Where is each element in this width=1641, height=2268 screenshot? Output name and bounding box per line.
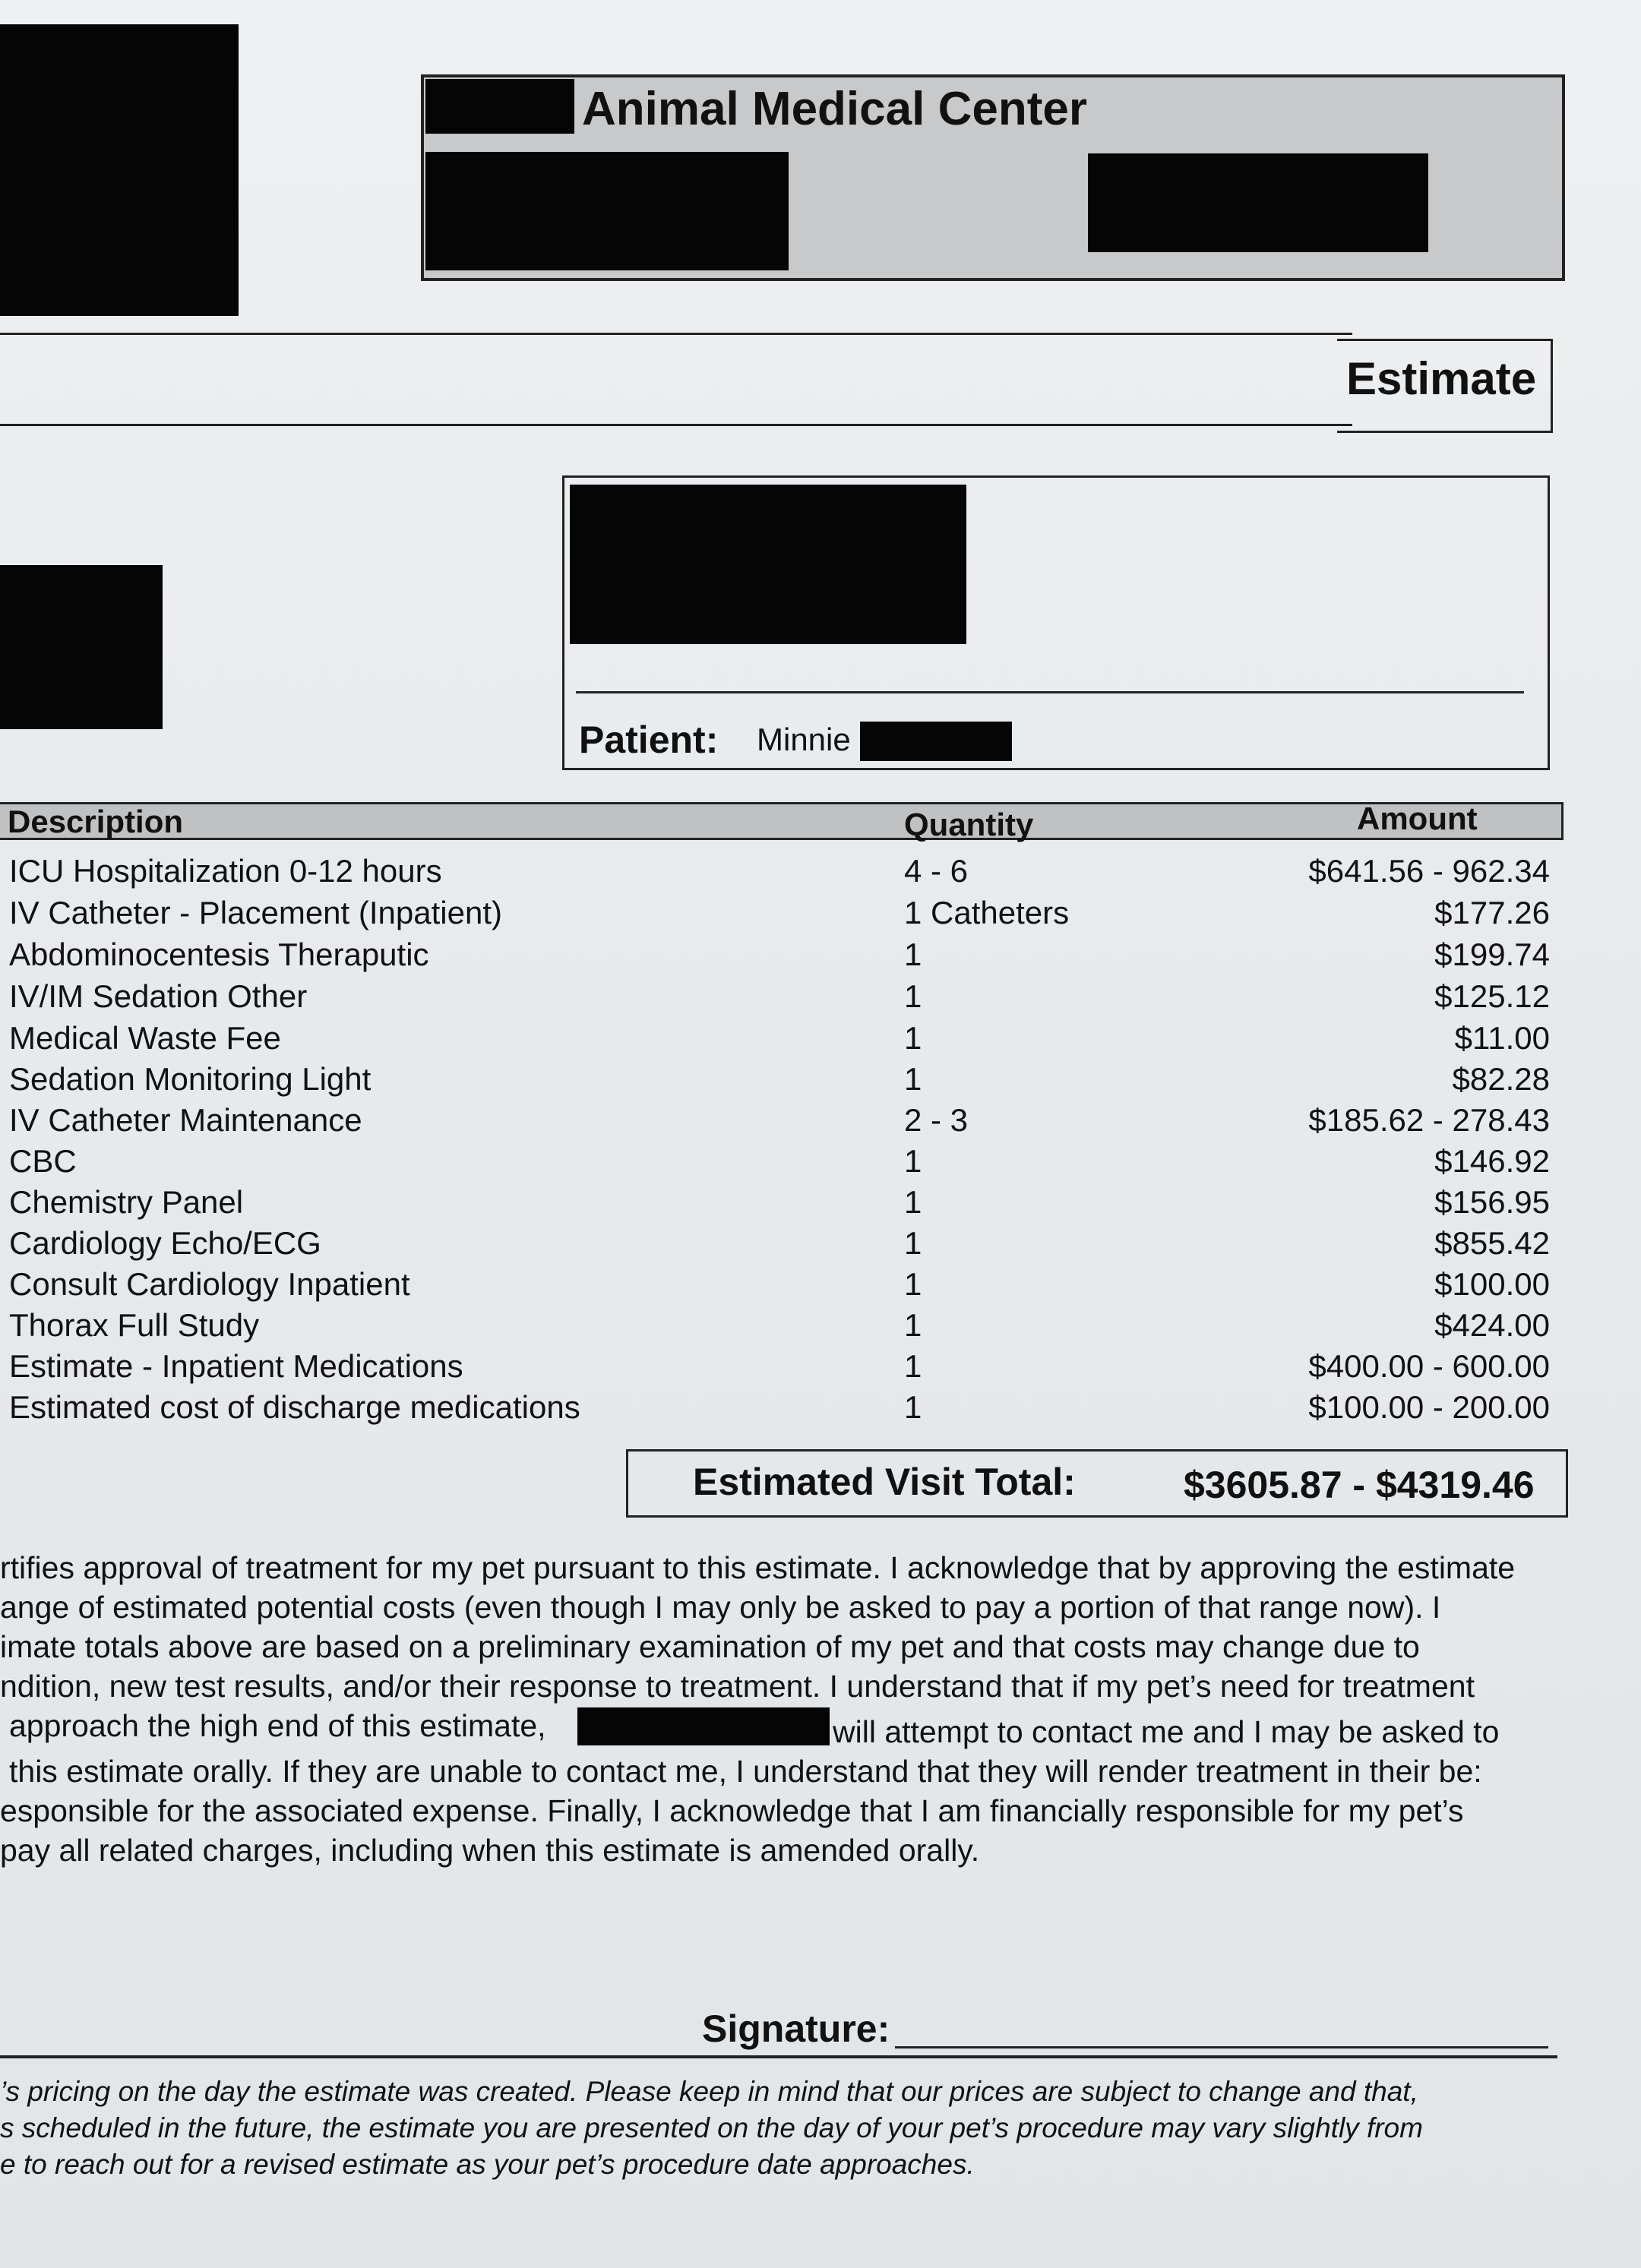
item-description: CBC — [9, 1143, 77, 1179]
item-amount: $156.95 — [1434, 1184, 1550, 1220]
document-title: Estimate — [1346, 353, 1537, 404]
item-description: Estimate - Inpatient Medications — [9, 1348, 463, 1384]
estimate-rule-top — [0, 333, 1352, 335]
column-header-quantity: Quantity — [904, 807, 1034, 842]
item-description: Chemistry Panel — [9, 1184, 244, 1220]
item-quantity: 1 — [904, 1143, 922, 1179]
signature-line — [895, 2046, 1548, 2048]
item-quantity: 1 Catheters — [904, 895, 1070, 930]
item-quantity: 1 — [904, 1348, 922, 1384]
table-row — [0, 1305, 1565, 1346]
footer-line: ’s pricing on the day the estimate was created. Please keep in mind that our prices are subject to change and that, — [0, 2076, 1418, 2107]
redacted-clinic-address — [425, 152, 789, 270]
table-row — [0, 934, 1565, 975]
footer-rule — [0, 2055, 1557, 2058]
item-amount: $199.74 — [1434, 937, 1550, 972]
table-row — [0, 1264, 1565, 1305]
table-row — [0, 1223, 1565, 1264]
item-description: IV/IM Sedation Other — [9, 978, 308, 1014]
table-row — [0, 1141, 1565, 1182]
item-amount: $11.00 — [1454, 1020, 1550, 1056]
redacted-clinic-prefix — [425, 79, 574, 134]
item-quantity: 1 — [904, 1225, 922, 1261]
table-row — [0, 1346, 1565, 1387]
patient-label: Patient: — [579, 719, 719, 761]
item-description: Cardiology Echo/ECG — [9, 1225, 321, 1261]
signature-label: Signature: — [702, 2007, 890, 2050]
visit-total-value: $3605.87 - $4319.46 — [1184, 1464, 1535, 1506]
table-row — [0, 1100, 1565, 1141]
item-description: IV Catheter Maintenance — [9, 1102, 362, 1138]
item-amount: $100.00 - 200.00 — [1308, 1389, 1550, 1425]
consent-line: will attempt to contact me and I may be asked to — [833, 1714, 1500, 1749]
item-description: ICU Hospitalization 0-12 hours — [9, 853, 442, 889]
item-quantity: 1 — [904, 1307, 922, 1343]
item-quantity: 1 — [904, 937, 922, 972]
item-description: Abdominocentesis Theraputic — [9, 937, 429, 972]
consent-line: esponsible for the associated expense. Finally, I acknowledge that I am financially responsible for my pet’s — [0, 1793, 1464, 1828]
table-row — [0, 1182, 1565, 1223]
table-row — [0, 892, 1565, 933]
item-quantity: 1 — [904, 1184, 922, 1220]
item-quantity: 1 — [904, 1020, 922, 1056]
footer-line: e to reach out for a revised estimate as your pet’s procedure date approaches. — [0, 2149, 975, 2180]
consent-line: approach the high end of this estimate, — [9, 1708, 546, 1743]
table-header — [0, 802, 1564, 840]
redacted-clinic-name-inline — [577, 1707, 830, 1745]
item-amount: $400.00 - 600.00 — [1308, 1348, 1550, 1384]
consent-line: ndition, new test results, and/or their response to treatment. I understand that if my pet’s need for treatment — [0, 1669, 1475, 1704]
item-amount: $185.62 - 278.43 — [1308, 1102, 1550, 1138]
item-description: Consult Cardiology Inpatient — [9, 1266, 410, 1302]
consent-line: imate totals above are based on a preliminary examination of my pet and that costs may change due to — [0, 1629, 1420, 1664]
redacted-logo — [0, 24, 239, 316]
redacted-address-block — [0, 565, 163, 729]
item-amount: $855.42 — [1434, 1225, 1550, 1261]
table-row — [0, 976, 1565, 1017]
redacted-clinic-contact — [1088, 153, 1428, 252]
visit-total-label: Estimated Visit Total: — [693, 1461, 1076, 1503]
consent-line: rtifies approval of treatment for my pet pursuant to this estimate. I acknowledge that by approving the estimate — [0, 1550, 1516, 1585]
table-row — [0, 1018, 1565, 1059]
item-amount: $82.28 — [1452, 1061, 1550, 1097]
item-quantity: 1 — [904, 1061, 922, 1097]
item-description: IV Catheter - Placement (Inpatient) — [9, 895, 502, 930]
consent-line: pay all related charges, including when this estimate is amended orally. — [0, 1833, 980, 1868]
patient-name: Minnie — [757, 722, 851, 757]
footer-line: s scheduled in the future, the estimate you are presented on the day of your pet’s procedure may vary slightly from — [0, 2112, 1423, 2143]
redacted-owner-info — [570, 485, 966, 644]
item-amount: $146.92 — [1434, 1143, 1550, 1179]
item-quantity: 1 — [904, 1266, 922, 1302]
clinic-name: Animal Medical Center — [582, 83, 1087, 135]
item-amount: $424.00 — [1434, 1307, 1550, 1343]
item-description: Thorax Full Study — [9, 1307, 260, 1343]
item-description: Sedation Monitoring Light — [9, 1061, 372, 1097]
table-row — [0, 1059, 1565, 1100]
item-quantity: 1 — [904, 1389, 922, 1425]
consent-line: ange of estimated potential costs (even though I may only be asked to pay a portion of that range now). I — [0, 1590, 1441, 1625]
item-quantity: 2 - 3 — [904, 1102, 969, 1138]
column-header-description: Description — [8, 804, 184, 839]
item-amount: $125.12 — [1434, 978, 1550, 1014]
item-description: Estimated cost of discharge medications — [9, 1389, 580, 1425]
redacted-patient-surname — [860, 722, 1012, 761]
item-amount: $177.26 — [1434, 895, 1550, 930]
item-quantity: 1 — [904, 978, 922, 1014]
column-header-amount: Amount — [1357, 801, 1478, 836]
item-description: Medical Waste Fee — [9, 1020, 281, 1056]
estimate-rule-bottom — [0, 424, 1352, 426]
item-quantity: 4 - 6 — [904, 853, 969, 889]
consent-line: this estimate orally. If they are unable to contact me, I understand that they will render treatment in their be: — [9, 1754, 1482, 1789]
table-row — [0, 851, 1565, 892]
item-amount: $641.56 - 962.34 — [1308, 853, 1550, 889]
table-row — [0, 1387, 1565, 1428]
patient-divider — [576, 691, 1524, 693]
item-amount: $100.00 — [1434, 1266, 1550, 1302]
